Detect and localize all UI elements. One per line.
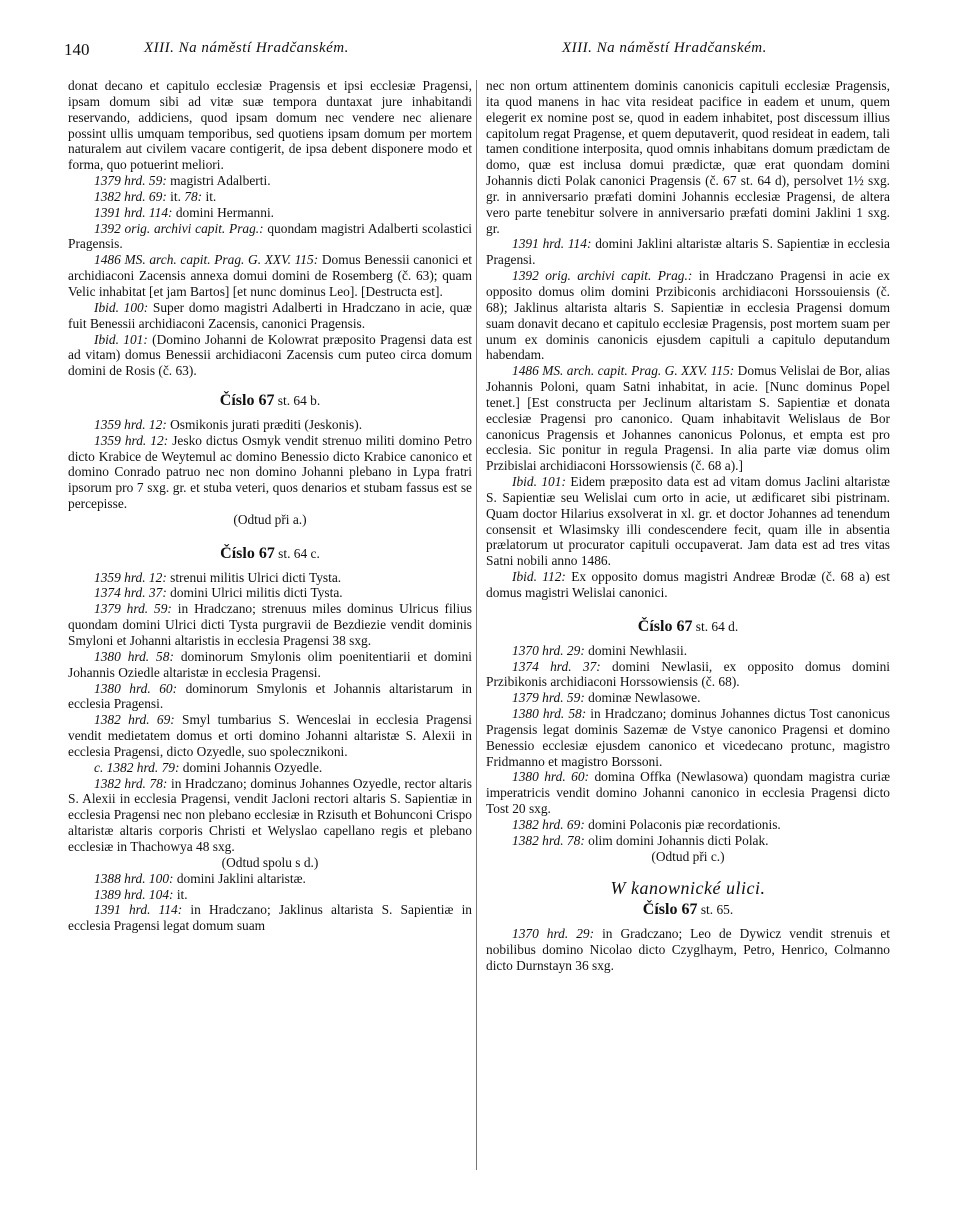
entry-text: Domus Velislai de Bor, alias Johannis Poloni, quam Satni inhabitat, in acie. [Nunc dominus Popel tenet.] [Est constructa per Jeclinum altaristam S. Sapientiæ et donata ecclesiæ Pragensi pro canonico. Quam inhabitavit Welislaus de Bor canonicus Pragensis et Johannes canonicus Polonus, et empta est pro ecclesia. Sic ponitur in regula Pragensi. In alia parte viæ domus olim Przibislai archidiaconi Horssowiensis (č. 68 a).] (486, 363, 890, 474)
entry-text: domini Newlasii, ex opposito domus domini Przibikonis archidiaconi Horssowiensis (č. 68). (486, 658, 890, 690)
entry-text: dominæ Newlasowe. (584, 690, 701, 706)
source-ref: 1359 hrd. 12: (94, 416, 167, 432)
entry (68, 300, 472, 332)
entry (68, 433, 472, 512)
entry (68, 189, 472, 205)
entry (68, 570, 472, 586)
entry-text: domini Newhlasii. (584, 642, 688, 658)
entry (68, 681, 472, 713)
entry-text: in Hradczano; Jaklinus altarista S. Sapientiæ in ecclesia Pragensi legat domum suam (68, 902, 472, 934)
source-ref: 1379 hrd. 59: (94, 601, 172, 617)
entry (68, 760, 472, 776)
running-head-right: XIII. Na náměstí Hradčanském. (562, 40, 767, 56)
source-ref: 1382 hrd. 78: (512, 832, 585, 848)
entry-text: domini Hermanni. (172, 204, 275, 220)
source-ref: 1370 hrd. 29: (512, 642, 585, 658)
entry-text: dominorum Smylonis olim poenitentiarii et domini Johannis Oziedle altaristæ in ecclesia Pragensi. (68, 648, 472, 680)
entry (68, 173, 472, 189)
entry (486, 363, 890, 474)
source-ref: Ibid. 100: (94, 299, 149, 315)
entry (486, 833, 890, 849)
entry (486, 817, 890, 833)
source-ref: 1359 hrd. 12: (94, 432, 169, 448)
entry-text: Super domo magistri Adalberti in Hradczano in acie, quæ fuit Benessii archidiaconi Zacensis, canonici Pragensis. (68, 299, 472, 331)
entry (68, 417, 472, 433)
heading-label: Číslo 67 (220, 544, 275, 562)
entry (68, 902, 472, 934)
source-ref: 1391 hrd. 114: (94, 204, 173, 220)
source-ref: 1391 hrd. 114: (512, 236, 592, 252)
entry-text: dominorum Smylonis et Johannis altaristarum in ecclesia Pragensi. (68, 680, 473, 712)
entry (486, 236, 890, 268)
source-ref: Ibid. 112: (512, 569, 566, 585)
entry-text: quondam magistri Adalberti scolastici Pragensis. (68, 220, 472, 252)
entry-text: olim domini Johannis dicti Polak. (584, 832, 769, 848)
entry-text: in Hradczano Pragensi in acie ex opposito domus olim domini Przibiconis archidiaconi Horssouiensis (č. 68); Jaklinus altarista altaris S. Sapientiæ in ecclesia Pragensi domum suam donavit decano et capitulo ecclesiæ Pragensis, post mortem suam per unum ex dominis canonicis ejusdem capituli a capitulo deputandum habendam. (486, 268, 891, 363)
source-ref: 1486 MS. arch. capit. Prag. G. XXV. 115: (512, 363, 735, 379)
entry (486, 474, 890, 569)
street-heading: W kanownické ulici. (610, 877, 766, 898)
paragraph: donat decano et capitulo ecclesiæ Pragensis et ipsi ecclesiæ Pragensi, ipsam domum sibi ad vitæ suæ tempora duntaxat jure inhabitandi reservando, addiciens, quod ipsam domum nec vendere nec alienare possint ullis umquam temporibus, sed quotiens ipsam domum per mortem naturalem aut civilem vacare contigerit, de ipsa debent disponere modo et forma, quo potuerint meliori. (68, 78, 472, 173)
entry (68, 712, 472, 760)
entry-text: domini Polaconis piæ recordationis. (584, 816, 781, 832)
source-ref: 1382 hrd. 69: (94, 712, 175, 728)
heading-st: st. 64 b. (274, 393, 321, 409)
entry-text: in Hradczano; dominus Johannes Ozyedle, rector altaris S. Alexii in ecclesia Pragensi, vendit Jacloni rectori altaris S. Sapientiæ in ecclesia Pragensi nec non plebano ecclesiæ in Rzisuth et Bohunconi Crispo altaristæ altaris corporis Christi et Welyslao capellano regis et plebano ecclesiæ in Thachowya 48 sxg. (68, 775, 472, 854)
entry (486, 706, 890, 769)
entry-text: in Hradczano; strenuus miles dominus Ulricus filius quondam domini Ulrici dicti Tysta purgravii de Bezdiezie vendit dominis Smyloni et Johanni altaristis in ecclesia Pragensi 38 sxg. (68, 601, 473, 648)
source-ref: 1379 hrd. 59: (512, 690, 585, 706)
entry (68, 205, 472, 221)
heading-label: Číslo 67 (637, 617, 693, 635)
entry (68, 252, 472, 300)
entry-text: it. (173, 886, 188, 902)
entry-text: Domus Benessii canonici et archidiaconi Zacensis annexa domui domini de Rosemberg (č. 63); quam Velic inhabitat [et jam Bartos] [et nunc dominus Leo]. [Destructa est]. (68, 252, 472, 299)
entry (68, 871, 472, 887)
source-ref: 1359 hrd. 12: (94, 569, 167, 585)
entry-text: domini Ulrici militis dicti Tysta. (166, 585, 343, 601)
entry (68, 601, 472, 649)
heading-st: st. 64 d. (692, 618, 739, 634)
heading-st: st. 65. (697, 902, 734, 918)
entry (486, 690, 890, 706)
entry (68, 887, 472, 903)
entry (68, 221, 472, 253)
source-ref: 1389 hrd. 104: (94, 886, 174, 902)
section-heading (68, 393, 472, 409)
entry-text: (Domino Johanni de Kolowrat præposito Pragensi data est ad vitam) domus Benessii archidiaconi Zacensis cum puteo circa domum domini de Rosis (č. 63). (68, 331, 473, 379)
entry-text: strenui militis Ulrici dicti Tysta. (166, 569, 342, 585)
entry-text: domini Jaklini altaristæ. (173, 870, 306, 886)
left-column (68, 78, 472, 934)
entry (486, 659, 890, 691)
source-ref: 1374 hrd. 37: (512, 658, 601, 674)
entry-text: in Hradczano; dominus Johannes dictus Tost canonicus Pragensis legat dominis Sazemæ de Vstye canonico Pragensi et domino Benessio ecclesiæ ejusdem canonico et vicedecano protunc, magistro Fridmanno et magistro Borssoni. (486, 706, 891, 769)
entry (68, 649, 472, 681)
entry (68, 332, 472, 380)
source-ref: 1379 hrd. 59: (94, 173, 167, 189)
source-ref: 1380 hrd. 58: (512, 706, 587, 722)
source-ref: 1380 hrd. 60: (512, 769, 590, 785)
entry-text: Eidem præposito data est ad vitam domus Jaclini altaristæ S. Sapientiæ seu Welislai cum orto in acie, ut ædificaret sibi pistrinam. Quam doctor Hilarius exsolverat in xl. gr. et doctor Johannes ad tenendum consensit et Wlasimsky illi condescendere fecit, quam ille in absentia prælatorum ut procurator capituli occupaverat. Jam data est ad tres vitas Satni nobili anno 1486. (486, 474, 890, 569)
entry-text: domina Offka (Newlasowa) quondam magistra curiæ imperatricis vendit domino Johanni canonico in ecclesia Pragensi dicto Tost 20 sxg. (486, 769, 891, 817)
source-ref: 1388 hrd. 100: (94, 870, 174, 886)
entry (68, 585, 472, 601)
cross-reference: (Odtud při c.) (651, 848, 725, 864)
heading-st: st. 64 c. (274, 545, 320, 561)
heading-label: Číslo 67 (642, 901, 698, 919)
section-heading (486, 902, 890, 918)
entry (486, 769, 890, 817)
source-ref: 1392 orig. archivi capit. Prag.: (94, 220, 264, 236)
source-ref: 1380 hrd. 58: (94, 648, 174, 664)
source-ref: Ibid. 101: (94, 331, 148, 347)
entry-text: domini Johannis Ozyedle. (179, 759, 323, 775)
source-ref: 1382 hrd. 69: (94, 188, 167, 204)
source-ref: 78: (184, 188, 203, 204)
section-heading (68, 546, 472, 562)
page-header (64, 40, 896, 62)
entry (486, 926, 890, 974)
source-ref: 1374 hrd. 37: (94, 585, 167, 601)
source-ref: 1382 hrd. 78: (94, 775, 168, 791)
source-ref: 1370 hrd. 29: (512, 926, 595, 942)
entry (486, 569, 890, 601)
source-ref: 1382 hrd. 69: (512, 816, 585, 832)
source-ref: c. 1382 hrd. 79: (94, 759, 180, 775)
entry-text: magistri Adalberti. (166, 173, 271, 189)
entry (486, 268, 890, 363)
column-divider (476, 80, 477, 1170)
source-ref: 1380 hrd. 60: (94, 680, 178, 696)
entry-text: it. (202, 188, 217, 204)
entry-text: Jesko dictus Osmyk vendit strenuo militi domino Petro dicto Krabice de Weytemul ac domino Benessio dicto Krabice canonico et domino Conrado patruo nec non domino Johanni plebano in Lypa fratri ipsorum pro 7 sxg. gr. et stuba veteri, quos denarios et stubam fassus est se percepisse. (68, 432, 472, 512)
heading-label: Číslo 67 (219, 392, 275, 410)
source-ref: 1486 MS. arch. capit. Prag. G. XXV. 115: (94, 252, 319, 268)
entry-text: Ex opposito domus magistri Andreæ Brodæ (č. 68 a) est domus magistri Welislai canonici. (486, 569, 890, 600)
entry (486, 643, 890, 659)
source-ref: Ibid. 101: (512, 474, 566, 490)
running-head-left: XIII. Na náměstí Hradčanském. (144, 40, 349, 56)
entry-text: it. (166, 188, 185, 204)
entry (68, 776, 472, 855)
section-heading (486, 619, 890, 635)
entry-text: in Gradczano; Leo de Dywicz vendit strenuis et nobilibus domino Nicolao dicto Czyglhaym, Petro, Henrico, Colmanno dicto Durnstayn 36 sxg. (486, 926, 891, 973)
cross-reference: (Odtud při a.) (233, 511, 307, 527)
source-ref: 1391 hrd. 114: (94, 902, 183, 918)
entry-text: Smyl tumbarius S. Wenceslai in ecclesia Pragensi vendit medietatem domus et orti domino Johanni altaristæ S. Alexii in ecclesia Pragensi, dicto Ozyedle, suo spolecznikoni. (68, 712, 472, 759)
cross-reference: (Odtud spolu s d.) (221, 854, 319, 870)
source-ref: 1392 orig. archivi capit. Prag.: (512, 268, 693, 284)
entry-text: Osmikonis jurati præditi (Jeskonis). (166, 416, 363, 432)
entry-text: domini Jaklini altaristæ altaris S. Sapientiæ in ecclesia Pragensi. (486, 236, 890, 268)
page-number: 140 (64, 40, 90, 59)
right-column (486, 78, 890, 974)
paragraph: nec non ortum attinentem dominis canonicis capituli ecclesiæ Pragensis, ita quod manens in hac vita resideat pacifice in eadem et unum, quem elegerit ex nomine post se, quod in eadem inhabitet, post discessum illius capitolum regat Pragense, et quem deputaverit, quod resideat in eadem, tali tamen conditione interposita, quod omnis inhabitans domum prædictam de domo, quæ est inclusa domui prædictæ, quæ erat quondam domini Johannis dicti Polak canonici Pragensis (č. 67 st. 64 d), persolvet 1½ sxg. gr. in anniversario præfati domini Johannis ecclesiæ Pragensi, de altera vero parte tenebitur solvere in anniversario præfati domini Jaklini 1 sxg. gr. (486, 78, 890, 236)
